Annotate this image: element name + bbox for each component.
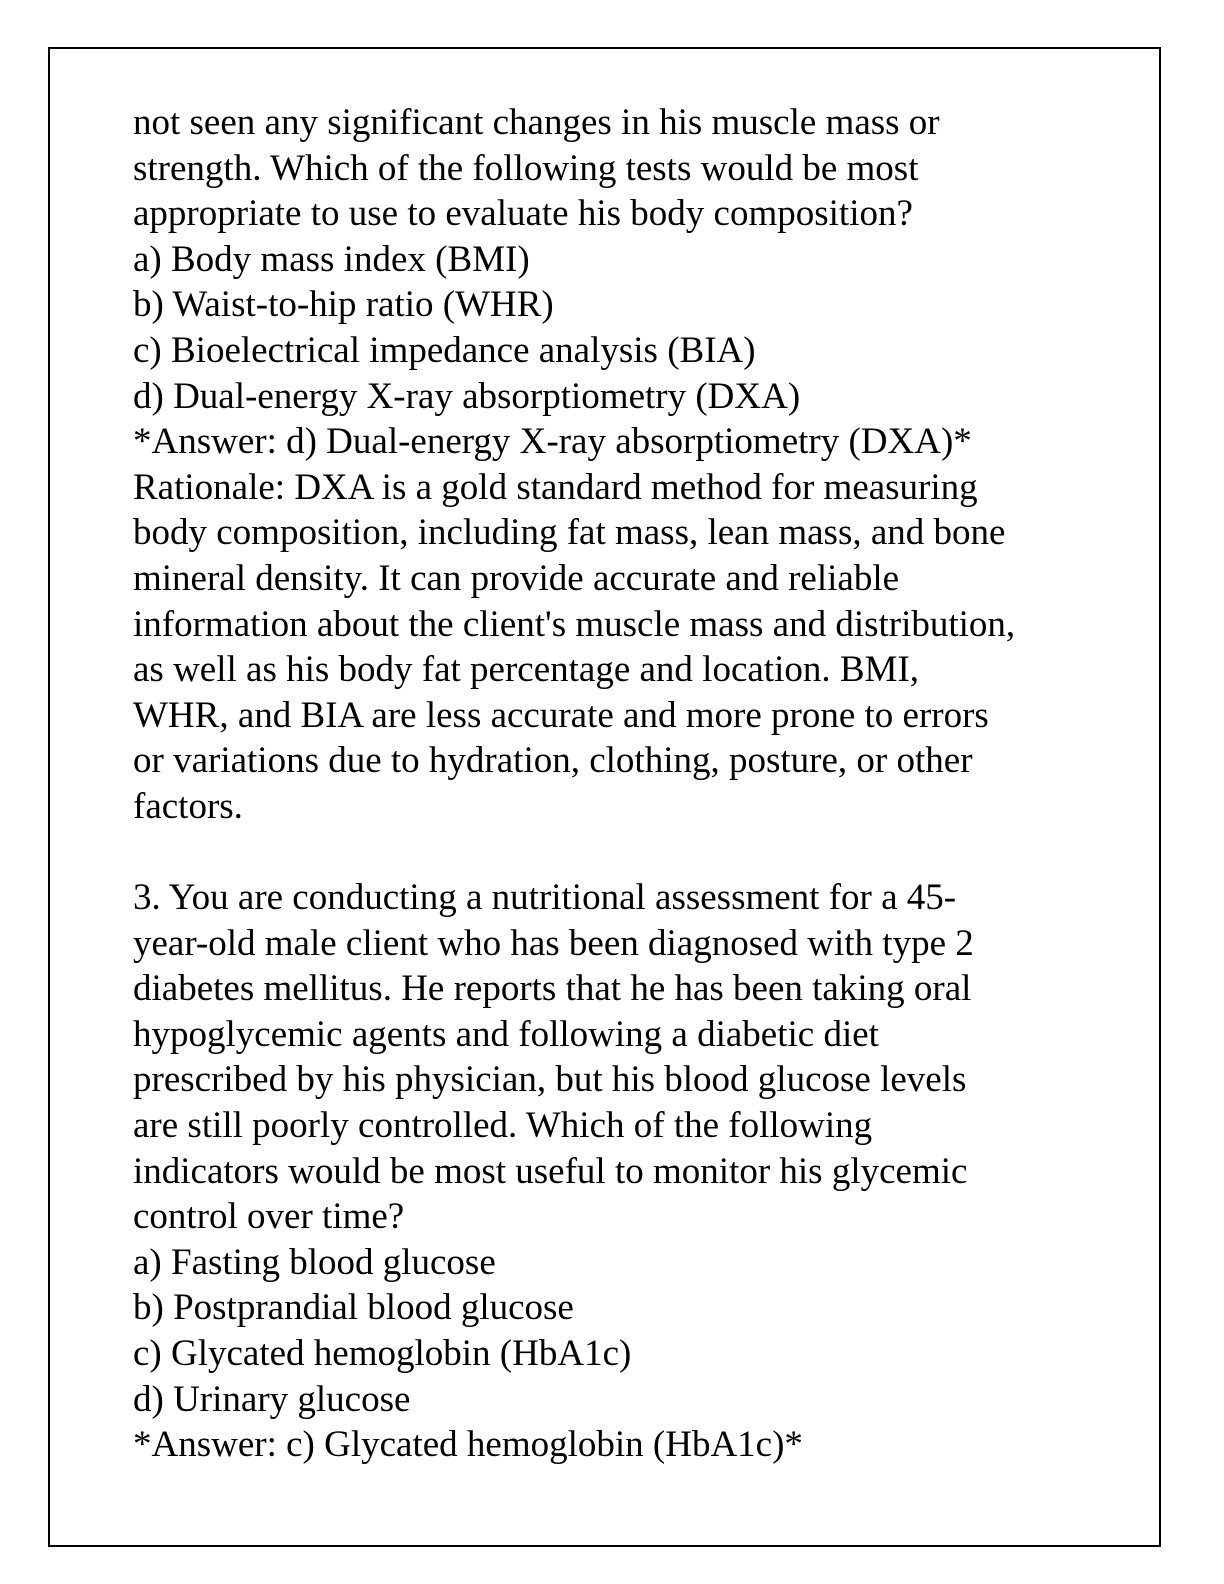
question-3 bbox=[133, 875, 1143, 1468]
question-line: diabetes mellitus. He reports that he has been taking oral bbox=[133, 968, 972, 1010]
answer-line: *Answer: d) Dual-energy X-ray absorptiometry (DXA)* bbox=[133, 421, 972, 463]
answer-line: *Answer: c) Glycated hemoglobin (HbA1c)* bbox=[133, 1424, 803, 1466]
rationale-line: Rationale: DXA is a gold standard method for measuring bbox=[133, 466, 978, 508]
rationale-line: body composition, including fat mass, lean mass, and bone bbox=[133, 512, 1006, 554]
text-line: strength. Which of the following tests would be most bbox=[133, 147, 919, 189]
option-c: c) Bioelectrical impedance analysis (BIA) bbox=[133, 329, 756, 371]
rationale-line: factors. bbox=[133, 785, 243, 827]
rationale-line: or variations due to hydration, clothing, posture, or other bbox=[133, 740, 973, 782]
question-line: indicators would be most useful to monitor his glycemic bbox=[133, 1150, 968, 1192]
question-line: control over time? bbox=[133, 1196, 405, 1238]
paragraph-gap bbox=[133, 830, 1143, 876]
question-line: hypoglycemic agents and following a diabetic diet bbox=[133, 1013, 879, 1055]
option-a: a) Body mass index (BMI) bbox=[133, 238, 530, 280]
option-a: a) Fasting blood glucose bbox=[133, 1241, 496, 1283]
rationale-line: as well as his body fat percentage and location. BMI, bbox=[133, 649, 920, 691]
rationale-line: WHR, and BIA are less accurate and more prone to errors bbox=[133, 694, 989, 736]
question-2-continuation bbox=[133, 100, 1143, 830]
option-b: b) Postprandial blood glucose bbox=[133, 1287, 574, 1329]
rationale-line: mineral density. It can provide accurate and reliable bbox=[133, 557, 900, 599]
text-line: not seen any significant changes in his muscle mass or bbox=[133, 102, 940, 143]
question-line: are still poorly controlled. Which of the following bbox=[133, 1105, 873, 1147]
rationale-line: information about the client's muscle mass and distribution, bbox=[133, 603, 1016, 645]
option-d: d) Urinary glucose bbox=[133, 1378, 411, 1420]
question-line: 3. You are conducting a nutritional assessment for a 45- bbox=[133, 877, 957, 919]
option-c: c) Glycated hemoglobin (HbA1c) bbox=[133, 1333, 632, 1375]
question-line: prescribed by his physician, but his blood glucose levels bbox=[133, 1059, 967, 1101]
text-line: appropriate to use to evaluate his body composition? bbox=[133, 193, 913, 235]
question-line: year-old male client who has been diagnosed with type 2 bbox=[133, 922, 974, 964]
page-content bbox=[133, 100, 1143, 1468]
option-b: b) Waist-to-hip ratio (WHR) bbox=[133, 284, 554, 326]
option-d: d) Dual-energy X-ray absorptiometry (DXA) bbox=[133, 375, 801, 417]
